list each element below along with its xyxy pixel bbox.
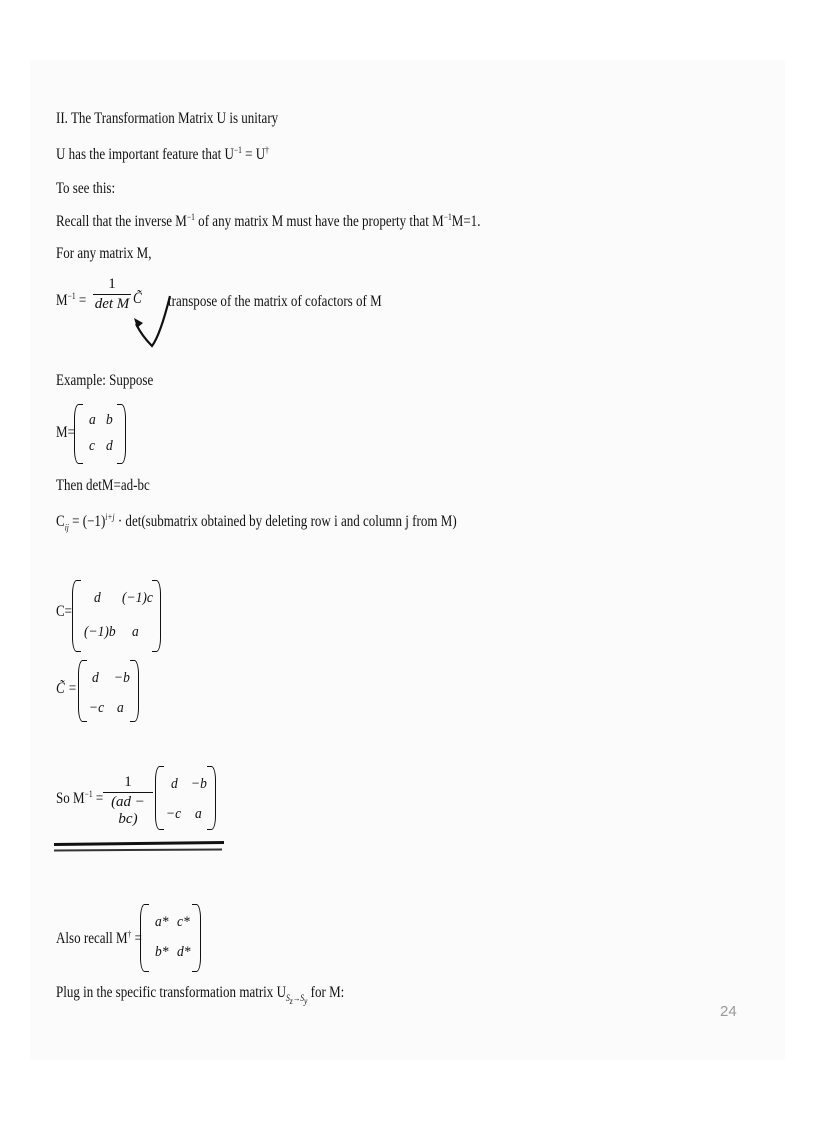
m-cell: c <box>89 438 96 454</box>
plug-in-line: Plug in the specific transformation matrix $U_{S_z\to S_y}$ for M: <box>56 984 345 1006</box>
any-matrix-line: For any matrix M, <box>56 245 152 262</box>
inverse-fraction: 1 det M <box>94 276 130 312</box>
ct-cell: a <box>117 700 124 716</box>
to-see-line: To see this: <box>56 180 116 197</box>
m-right-paren <box>117 404 126 464</box>
c-left-paren <box>72 580 81 652</box>
so-cell: −b <box>191 776 207 792</box>
ct-right-paren <box>130 660 139 722</box>
adjoint-lhs: Also recall M† = <box>56 929 142 948</box>
c-tilde-symbol: C̃ <box>133 290 142 307</box>
c-label: C= <box>56 603 73 620</box>
c-right-paren <box>152 580 161 652</box>
ct-cell: −c <box>89 700 105 716</box>
ct-left-paren <box>78 660 87 722</box>
unitary-feature-line: U has the important feature that $U^{-1} = U^\dagger$ <box>56 145 269 164</box>
c-cell: (−1)b <box>84 624 116 640</box>
recall-inverse-line: Recall that the inverse $M^{-1}$ of any matrix M must have the property that $M^{-1}M=1$. <box>56 212 481 231</box>
so-left-paren <box>155 766 164 830</box>
so-inverse-lhs: So $M^{-1}$ = <box>56 789 104 808</box>
so-right-paren <box>207 766 216 830</box>
c-cell: a <box>132 624 139 640</box>
det-line: Then detM=ad-bc <box>56 477 150 494</box>
c-cell: d <box>94 590 101 606</box>
adj-cell: a* <box>155 914 169 930</box>
so-cell: −c <box>166 806 182 822</box>
c-cell: (−1)c <box>122 590 153 606</box>
heading: II. The Transformation Matrix U is unitary <box>56 110 279 127</box>
adj-cell: b* <box>155 944 169 960</box>
so-cell: d <box>171 776 178 792</box>
c-tilde-label: C̃ = <box>56 680 77 697</box>
cofactor-note: transpose of the matrix of cofactors of M <box>168 293 382 310</box>
adj-cell: d* <box>177 944 191 960</box>
so-fraction: 1 (ad − bc) <box>103 774 153 828</box>
inverse-lhs: $M^{-1}$ = <box>56 291 87 310</box>
ct-cell: d <box>92 670 99 686</box>
adj-cell: c* <box>177 914 190 930</box>
example-line: Example: Suppose <box>56 372 154 389</box>
m-cell: d <box>106 438 113 454</box>
m-cell: a <box>89 412 96 428</box>
m-cell: b <box>106 412 113 428</box>
so-cell: a <box>195 806 202 822</box>
adj-left-paren <box>140 904 149 972</box>
adj-right-paren <box>192 904 201 972</box>
ct-cell: −b <box>114 670 130 686</box>
page-number: 24 <box>720 1003 737 1020</box>
m-label: M= <box>56 424 75 441</box>
m-left-paren <box>74 404 83 464</box>
cofactor-definition: $C_{ij} = (-1)^{i+j}$ · det(submatrix obtained by deleting row i and column j from M) <box>56 512 457 533</box>
